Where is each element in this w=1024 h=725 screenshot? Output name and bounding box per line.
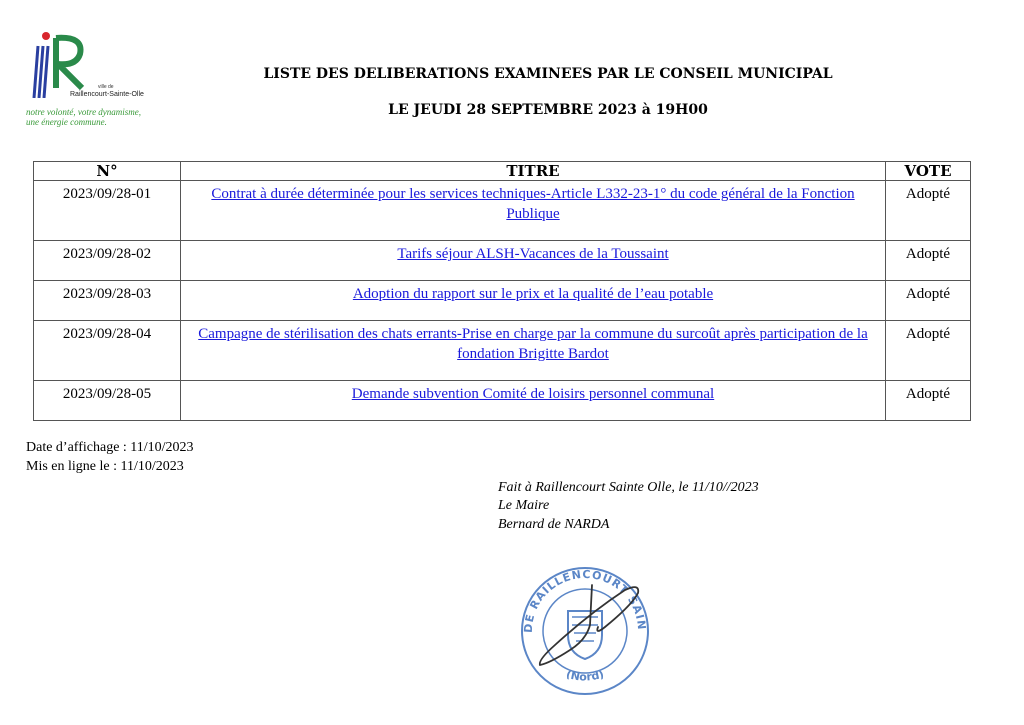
town-logo-mark <box>26 28 96 98</box>
row-num: 2023/09/28-03 <box>34 281 181 321</box>
deliberation-link[interactable]: Campagne de stérilisation des chats errants-Prise en charge par la commune du surcoût après participation de la fondation Brigitte Bardot <box>198 326 868 362</box>
deliberation-link[interactable]: Demande subvention Comité de loisirs personnel communal <box>351 386 715 402</box>
document-title: LISTE DES DELIBERATIONS EXAMINEES PAR LE CONSEIL MUNICIPAL <box>263 66 833 82</box>
row-num: 2023/09/28-02 <box>34 241 181 281</box>
deliberations-table <box>33 161 971 421</box>
row-num: 2023/09/28-01 <box>34 181 181 241</box>
row-num: 2023/09/28-04 <box>34 321 181 381</box>
table-row <box>34 181 971 241</box>
row-vote: Adopté <box>886 241 971 281</box>
table-row <box>34 241 971 281</box>
stamp-seal-image <box>510 565 660 695</box>
logo-ville-label: ville de <box>98 84 114 90</box>
signature-place-date: Fait à Raillencourt Sainte Olle, le 11/10//2023 <box>498 480 759 495</box>
table-row <box>34 381 971 421</box>
deliberation-link[interactable]: Adoption du rapport sur le prix et la qualité de l’eau potable <box>352 286 714 302</box>
mairie-stamp <box>510 565 660 695</box>
row-vote: Adopté <box>886 381 971 421</box>
table-row <box>34 321 971 381</box>
svg-text:MAIRIE DE RAILLENCOURT SAINTE: DE RAILLENCOURT SAIN <box>521 567 649 634</box>
logo-town-name: Raillencourt-Sainte-Olle <box>70 91 144 98</box>
date-en-ligne: Mis en ligne le : 11/10/2023 <box>26 459 184 474</box>
logo-slogan-line1: notre volonté, votre dynamisme, <box>26 107 142 117</box>
row-vote: Adopté <box>886 281 971 321</box>
town-logo <box>26 28 176 128</box>
signature-name: Bernard de NARDA <box>498 517 610 532</box>
row-vote: Adopté <box>886 181 971 241</box>
document-subtitle-date: LE JEUDI 28 SEPTEMBRE 2023 à 19H00 <box>388 102 708 118</box>
header-vote: VOTE <box>886 162 971 181</box>
header-titre: TITRE <box>181 162 886 181</box>
signature-role: Le Maire <box>498 498 550 513</box>
deliberation-link[interactable]: Tarifs séjour ALSH-Vacances de la Toussaint <box>397 246 669 262</box>
logo-slogan-line2: une énergie commune. <box>26 117 107 127</box>
svg-text:(Nord): (Nord) <box>564 667 606 684</box>
deliberation-link[interactable]: Contrat à durée déterminée pour les services techniques-Article L332-23-1° du code général de la Fonction Publique <box>211 186 855 222</box>
row-num: 2023/09/28-05 <box>34 381 181 421</box>
row-vote: Adopté <box>886 321 971 381</box>
table-row <box>34 281 971 321</box>
header-num: N° <box>34 162 181 181</box>
date-affichage: Date d’affichage : 11/10/2023 <box>26 440 194 455</box>
table-header-row <box>34 162 971 181</box>
